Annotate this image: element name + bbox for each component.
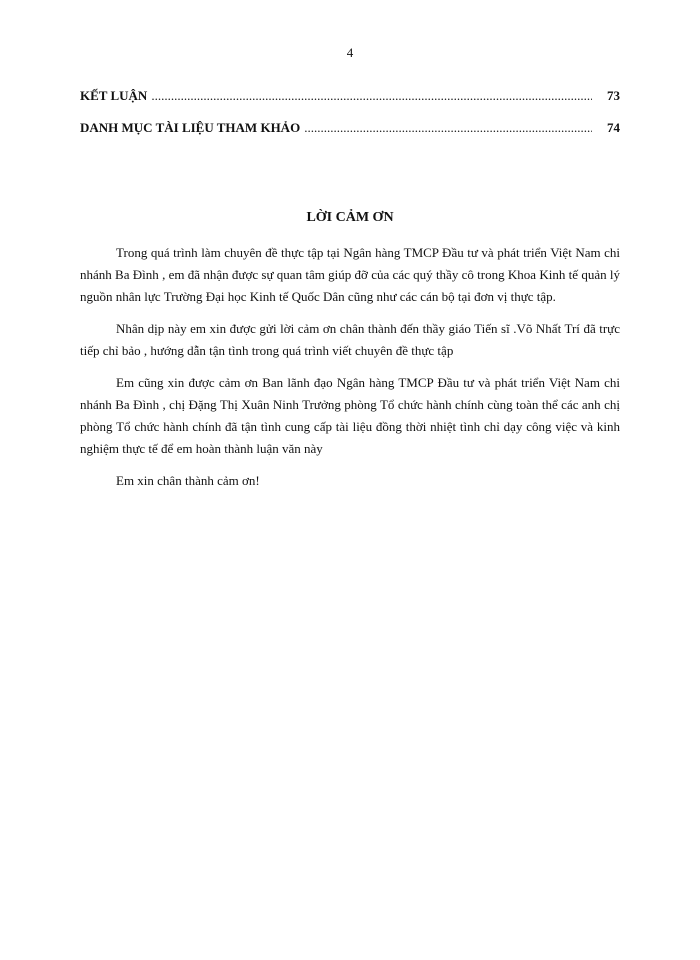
toc-entry-page: 74 xyxy=(607,120,620,135)
toc-entry-page: 73 xyxy=(607,88,620,103)
toc-entry-conclusion[interactable] xyxy=(80,88,620,112)
table-of-contents xyxy=(80,88,620,152)
page-number: 4 xyxy=(346,45,354,60)
paragraph: Trong quá trình làm chuyên đề thực tập tại Ngân hàng TMCP Đầu tư và phát triển Việt Nam chi nhánh Ba Đình , em đã nhận được sự quan tâm giúp đỡ của các quý thầy cô trong Khoa Kinh tế quản lý nguồn nhân lực Trường Đại học Kinh tế Quốc Dân cũng như các cán bộ tại đơn vị thực tập. xyxy=(80,245,620,304)
paragraph: Em cũng xin được cảm ơn Ban lãnh đạo Ngân hàng TMCP Đầu tư và phát triển Việt Nam chi nhánh Ba Đình , chị Đặng Thị Xuân Ninh Trưởng phòng Tổ chức hành chính cùng toàn thể các anh chị phòng Tổ chức hành chính đã tận tình cung cấp tài liệu đồng thời nhiệt tình chỉ dạy công việc và kinh nghiệm thực tế để em hoàn thành luận văn này xyxy=(80,375,620,456)
toc-dot-leader xyxy=(304,120,592,136)
paragraph: Nhân dịp này em xin được gửi lời cảm ơn chân thành đến thầy giáo Tiến sĩ .Võ Nhất Trí đã trực tiếp chỉ bảo , hướng dẫn tận tình trong quá trình viết chuyên đề thực tập xyxy=(80,321,620,358)
toc-dot-leader xyxy=(151,88,592,104)
toc-entry-title: DANH MỤC TÀI LIỆU THAM KHẢO xyxy=(80,120,301,135)
toc-entry-references[interactable] xyxy=(80,120,620,144)
paragraph: Em xin chân thành cảm ơn! xyxy=(116,473,260,488)
acknowledgement-body xyxy=(80,242,620,502)
acknowledgement-heading: LỜI CẢM ƠN xyxy=(306,210,394,225)
toc-entry-title: KẾT LUẬN xyxy=(80,88,148,103)
